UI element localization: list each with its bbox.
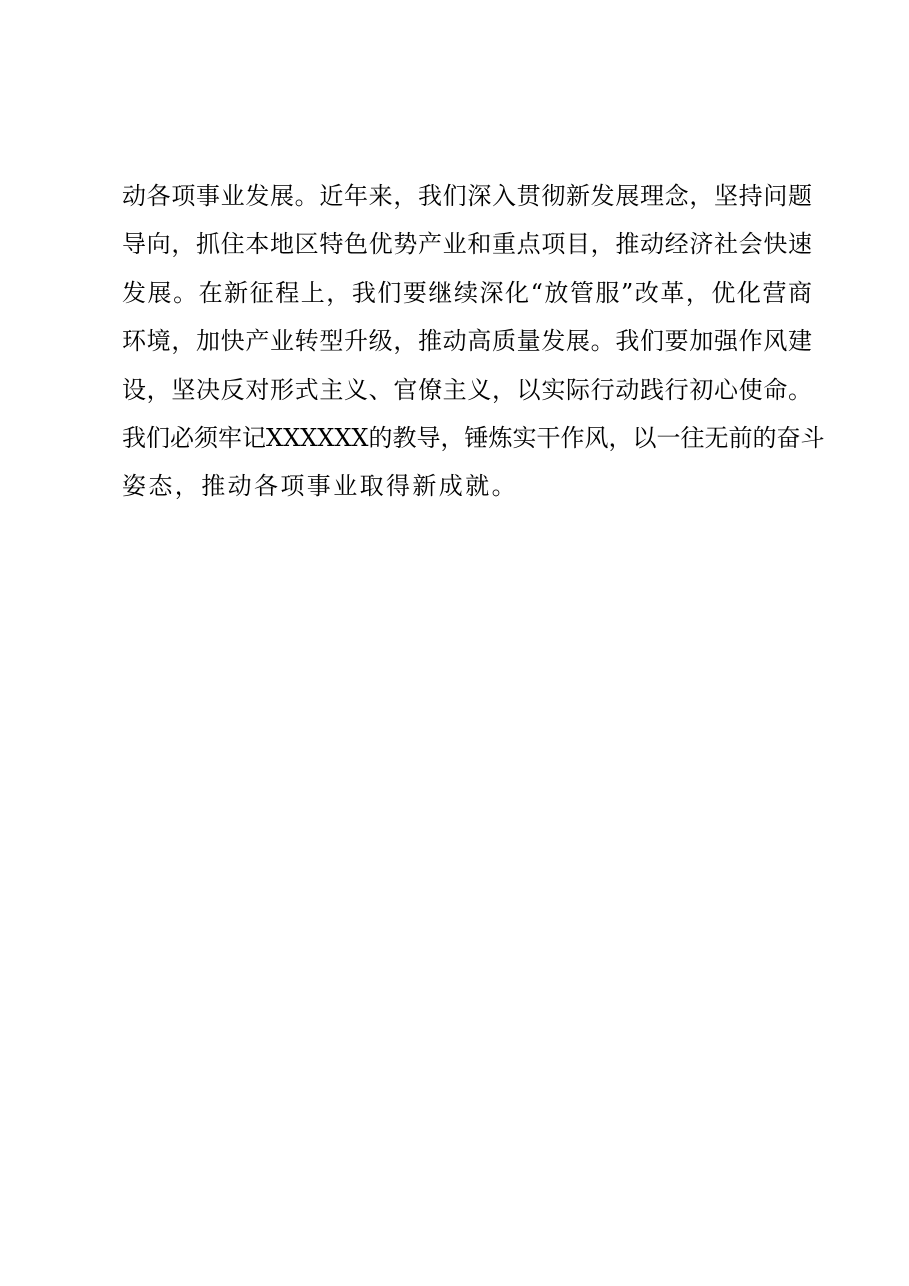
paragraph-line: 环境，加快产业转型升级，推动高质量发展。我们要加强作风建 [122,327,812,356]
body-paragraph [122,172,825,511]
paragraph-line: 导向，抓住本地区特色优势产业和重点项目，推动经济社会快速 [122,230,812,259]
paragraph-line: 姿态，推动各项事业取得新成就。 [122,472,518,501]
paragraph-line: 动各项事业发展。近年来，我们深入贯彻新发展理念，坚持问题 [122,182,812,210]
paragraph-line: 设，坚决反对形式主义、官僚主义，以实际行动践行初心使命。 [122,375,812,404]
paragraph-line: 我们必须牢记XXXXXX的教导，锤炼实干作风，以一往无前的奋斗 [122,423,825,452]
paragraph-line: 发展。在新征程上，我们要继续深化“放管服”改革，优化营商 [122,278,812,307]
